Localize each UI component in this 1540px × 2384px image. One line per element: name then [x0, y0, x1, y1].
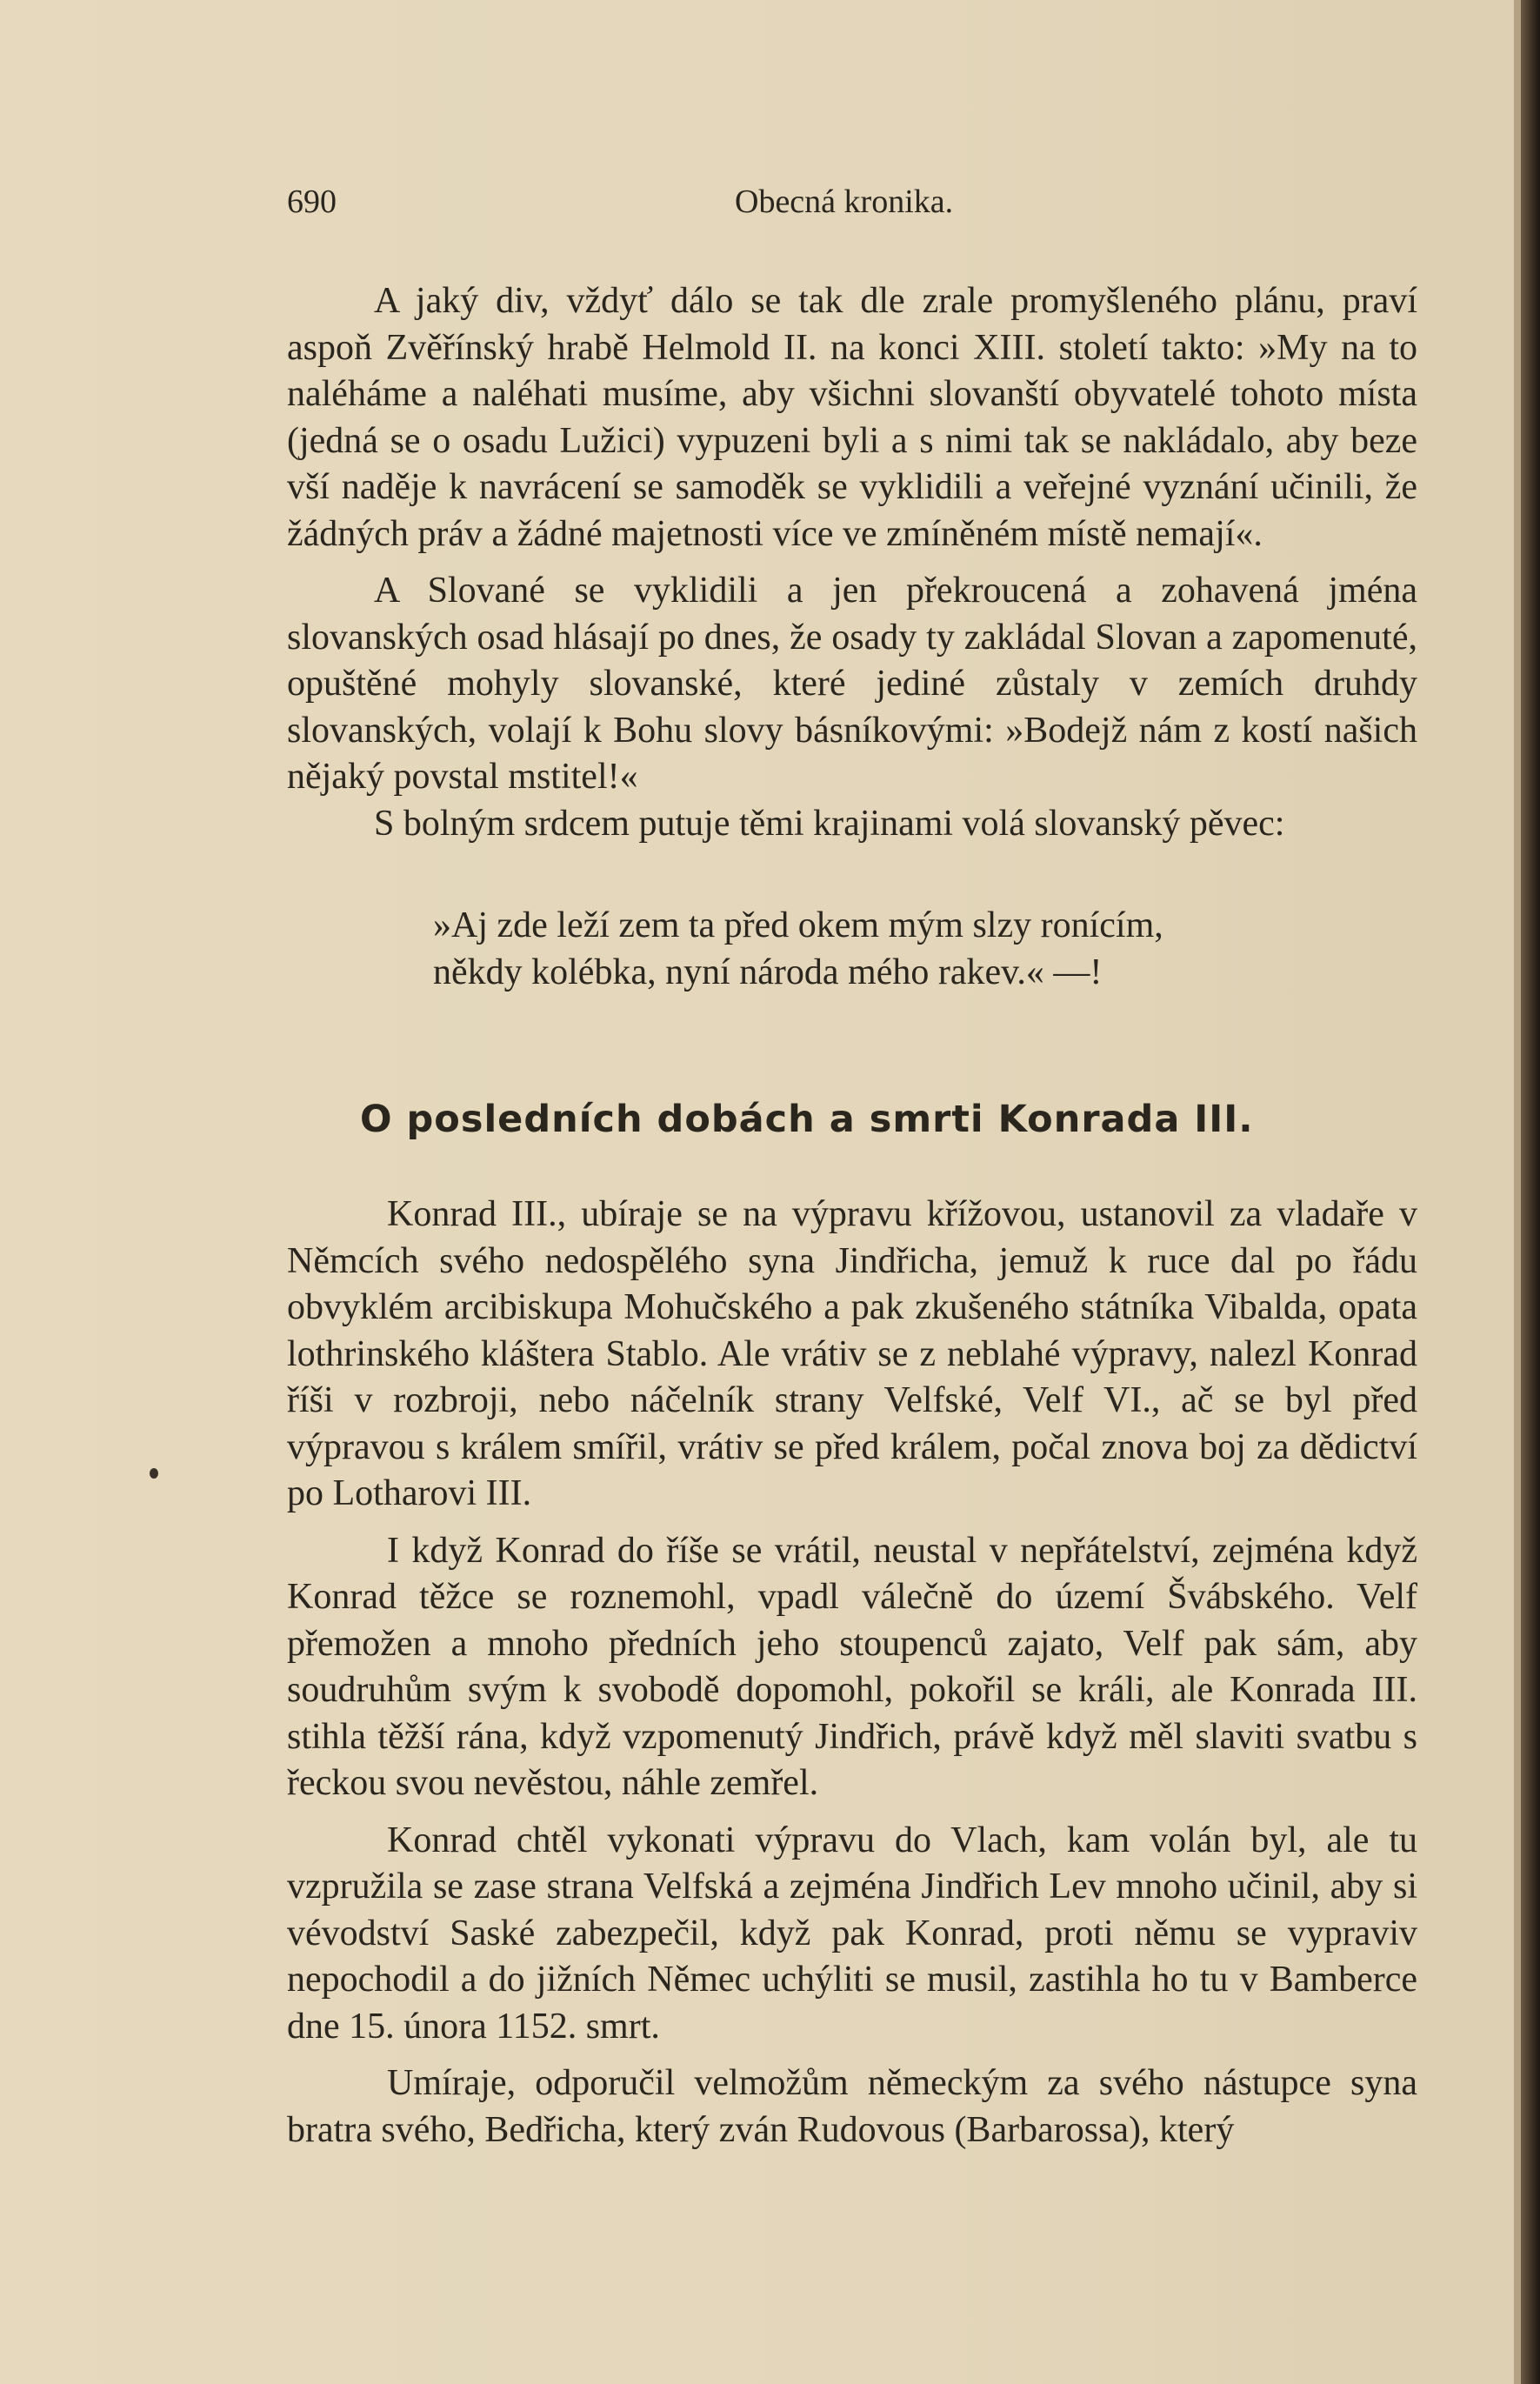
- paragraph: Umíraje, odporučil velmožům německým za svého nástupce syna bratra svého, Bedřicha, který zván Rudovous (Barbarossa), který: [287, 2063, 1417, 2150]
- ink-spot: [150, 1468, 158, 1479]
- book-binding-edge: [1521, 0, 1540, 2384]
- page-number: 690: [287, 184, 337, 220]
- section-2-text: [287, 1192, 1417, 2154]
- paragraph: I když Konrad do říše se vrátil, neustal v nepřátelství, zejména když Konrad těžce se roznemohl, vpadl válečně do území Švábského. Velf přemožen a mnoho předních jeho stoupenců zajato, Velf pak sám, aby soudruhům svým k svobodě dopomohl, pokořil se králi, ale Konrada III. stihla těžší rána, když vzpomenutý Jindřich, právě když měl slaviti svatbu s řeckou svou nevěstou, náhle zemřel.: [287, 1530, 1417, 1803]
- section-1-text: [287, 278, 1417, 847]
- page-header: [287, 183, 1417, 226]
- paragraph: S bolným srdcem putuje těmi krajinami volá slovanský pěvec:: [374, 803, 1285, 844]
- verse-line: »Aj zde leží zem ta před okem mým slzy ronícím,: [433, 905, 1163, 945]
- verse-line: někdy kolébka, nyní národa mého rakev.« —!: [433, 952, 1103, 992]
- verse-quote: [433, 903, 1390, 996]
- paragraph: A Slované se vyklidili a jen překroucená a zohavená jména slovanských osad hlásají po dnes, že osady ty zakládal Slovan a zapomenuté, opuštěné mohyly slovanské, které jediné zůstaly v zemích druhdy slovanských, volají k Bohu slovy básníkovými: »Bodejž nám z kostí našich nějaký povstal mstitel!«: [287, 571, 1417, 797]
- paragraph: A jaký div, vždyť dálo se tak dle zrale promyšleného plánu, praví aspoň Zvěřínský hrabě Helmold II. na konci XIII. století takto: »My na to naléháme a naléhati musíme, aby všichni slovanští obyvatelé tohoto místa (jedná se o osadu Lužici) vypuzeni byli a s nimi tak se nakládalo, aby beze vší naděje k navrácení se samoděk se vyklidili a veřejné vyznání učinili, že žádných práv a žádné majetnosti více ve zmíněném místě nemají«.: [287, 281, 1417, 554]
- paragraph: Konrad chtěl vykonati výpravu do Vlach, kam volán byl, ale tu vzpružila se zase strana Velfská a zejména Jindřich Lev mnoho učinil, aby si vévodství Saské zabezpečil, když pak Konrad, proti němu se vypraviv nepochodil a do jižních Němec uchýliti se musil, zastihla ho tu v Bamberce dne 15. února 1152. smrt.: [287, 1820, 1417, 2047]
- section-heading: O posledních dobách a smrti Konrada III.: [360, 1098, 1254, 1141]
- paragraph: Konrad III., ubíraje se na výpravu křížovou, ustanovil za vladaře v Němcích svého nedospělého syna Jindřicha, jemuž k ruce dal po řádu obvyklém arcibiskupa Mohučského a pak zkušeného státníka Vibalda, opata lothrinského kláštera Stablo. Ale vrátiv se z neblahé výpravy, nalezl Konrad říši v rozbroji, nebo náčelník strany Velfské, Velf VI., ač se byl před výpravou s králem smířil, vrátiv se před králem, počal znova boj za dědictví po Lotharovi III.: [287, 1194, 1417, 1513]
- page-edge-shadow: [1514, 0, 1521, 2384]
- running-title: Obecná kronika.: [735, 184, 954, 220]
